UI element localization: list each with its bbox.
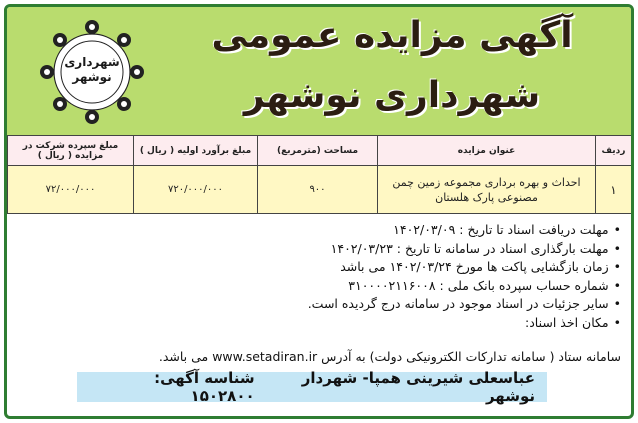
cell-initial-estimate: ۷۲۰/۰۰۰/۰۰۰ bbox=[134, 166, 258, 214]
ad-id: شناسه آگهی: ۱۵۰۲۸۰۰ bbox=[154, 369, 255, 405]
footer-banner bbox=[77, 369, 547, 405]
col-header-title: عنوان مزایده bbox=[378, 136, 596, 166]
list-item: • سایر جزئیات در اسناد موجود در سامانه درج گردیده است. bbox=[21, 295, 621, 314]
list-item: • مکان اخذ اسناد: bbox=[21, 314, 621, 333]
cell-deposit: ۷۲/۰۰۰/۰۰۰ bbox=[8, 166, 134, 214]
auction-table bbox=[7, 135, 632, 214]
list-item: • زمان بازگشایی پاکت ها مورخ ۱۴۰۲/۰۳/۲۴ می باشد bbox=[21, 258, 621, 277]
contact-line: سامانه ستاد ( سامانه تدارکات الکترونیکی دولت) به آدرس www.setadiran.ir می باشد. bbox=[158, 349, 621, 364]
col-header-initial-estimate: مبلغ برآورد اولیه ( ریال ) bbox=[134, 136, 258, 166]
cell-area: ۹۰۰ bbox=[258, 166, 378, 214]
ad-title-line1: آگهی مزایده عمومی bbox=[211, 15, 573, 56]
col-header-row-number: ردیف bbox=[596, 136, 632, 166]
list-item: • مهلت دریافت اسناد تا تاریخ : ۱۴۰۲/۰۳/۰۹ bbox=[21, 221, 621, 240]
table-row bbox=[8, 166, 632, 214]
table-header-row bbox=[8, 136, 632, 166]
col-header-deposit: مبلغ سپرده شرکت در مزایده ( ریال ) bbox=[8, 136, 134, 166]
signature: عباسعلی شیرینی همپا- شهردار نوشهر bbox=[301, 369, 535, 405]
notes-list bbox=[21, 221, 621, 332]
seal-label: شهرداری نوشهر bbox=[64, 55, 120, 84]
list-item: • شماره حساب سپرده بانک ملی : ۳۱۰۰۰۰۲۱۱۶۰۰۸ bbox=[21, 277, 621, 296]
list-item: • مهلت بارگذاری اسناد در سامانه تا تاریخ : ۱۴۰۲/۰۳/۲۳ bbox=[21, 240, 621, 259]
cell-title: احداث و بهره برداری مجموعه زمین چمن مصنوعی پارک هلستان bbox=[378, 166, 596, 214]
ad-title-line2: شهرداری نوشهر bbox=[243, 75, 541, 116]
col-header-area: مساحت (مترمربع) bbox=[258, 136, 378, 166]
cell-row-number: ۱ bbox=[596, 166, 632, 214]
ad-frame bbox=[4, 4, 634, 419]
